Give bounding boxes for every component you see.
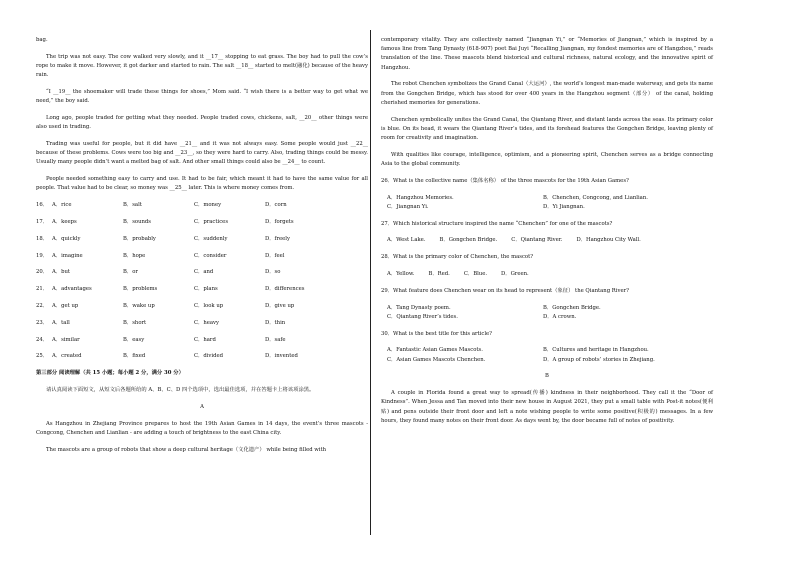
option-c[interactable]: C．money bbox=[194, 202, 222, 209]
right-column bbox=[381, 36, 713, 434]
option-c[interactable]: C．and bbox=[194, 269, 214, 276]
option-d[interactable]: D．safe bbox=[265, 336, 286, 343]
answer-option[interactable]: D．Yi Jiangnan. bbox=[543, 203, 585, 210]
question-number: 17． bbox=[36, 219, 49, 225]
question-stem: 26．What is the collective name（集体名称） of the three mascots for the 19th Asian Games? bbox=[381, 177, 629, 184]
question-number: 24． bbox=[36, 336, 49, 343]
option-a[interactable]: A．rice bbox=[52, 202, 72, 209]
question-stem: 28．What is the primary color of Chenchen, the mascot? bbox=[381, 254, 534, 261]
answer-option[interactable]: B．Cultures and heritage in Hangzhou. bbox=[543, 347, 649, 354]
answer-option[interactable]: C．Blue. bbox=[463, 271, 488, 277]
question-options bbox=[381, 270, 713, 279]
option-row bbox=[36, 201, 368, 210]
answer-option[interactable]: C．Asian Games Mascots Chenchen. bbox=[387, 356, 486, 363]
top-fragment: bag. bbox=[36, 37, 48, 43]
answer-option[interactable]: B．Gongchen Bridge. bbox=[543, 304, 601, 311]
answer-option[interactable]: B．Gongchen Bridge. bbox=[439, 237, 498, 244]
column-divider bbox=[370, 30, 371, 535]
option-b[interactable]: B．or bbox=[123, 269, 138, 276]
option-c[interactable]: C．consider bbox=[194, 252, 227, 259]
option-a[interactable]: A．quickly bbox=[52, 235, 81, 242]
answer-option[interactable]: D．Hangzhou City Wall. bbox=[576, 237, 641, 244]
answer-option[interactable]: B．Red. bbox=[428, 271, 450, 277]
cloze-paragraph: “I __19__ the shoemaker will trade these things for shoes,” Mom said. “I wish there is a better way to get what we need,” the boy said. bbox=[36, 89, 368, 105]
option-a[interactable]: A．created bbox=[52, 353, 82, 360]
passage-a-paragraph: With qualities like courage, intelligence, optimism, and a pioneering spirit, Chenchen serves as a bridge connecting Asia to the global community. bbox=[381, 151, 713, 168]
question-number: 21． bbox=[36, 286, 49, 293]
option-d[interactable]: D．freely bbox=[265, 235, 290, 242]
answer-option[interactable]: A．Hangzhou Memories. bbox=[387, 194, 454, 201]
answer-option[interactable]: C．Jiangnan Yi. bbox=[387, 203, 429, 210]
option-a[interactable]: A．but bbox=[52, 269, 71, 276]
option-b[interactable]: B．short bbox=[123, 319, 147, 326]
section-instructions: 请认真阅读下面短文，从短文后各题所给的 A、B、C、D 四个选项中，选出最佳选项，并在答题卡上将该项涂黑。 bbox=[46, 386, 315, 393]
option-a[interactable]: A．advantages bbox=[52, 286, 92, 293]
passage-a-paragraph: Chenchen symbolically unites the Grand Canal, the Qiantang River, and distant lands across the seas. Its primary color is blue. On its head, it wears the Qiantang River’s tides, and its forehead features the Gongchen Bridge, leaving plenty of room for creativity and imagination. bbox=[381, 116, 713, 142]
question-number: 22． bbox=[36, 302, 49, 309]
question-options bbox=[381, 194, 713, 212]
question-number: 18． bbox=[36, 235, 49, 242]
passage-b-paragraph: A couple in Florida found a great way to spread(传播) kindness in their neighborhood. They call it the “Door of Kindness”. When Jessa and Tan moved into their new house in August 2021, they put a small table with Post-it notes(便利贴) and pens outside their front door and left a note wishing people to write some positive(积极的) messages. In a few hours, they found many notes on their front door. As days went by, the door became full of notes of positivity. bbox=[381, 390, 713, 424]
cloze-paragraph: The trip was not easy. The cow walked very slowly, and it __17__ stopping to eat grass. The boy had to pull the cow’s rope to make it move. However, it got darker and started to rain. The salt __18__ started to melt(融化) because of the heavy rain. bbox=[36, 53, 368, 79]
option-c[interactable]: C．plans bbox=[194, 286, 218, 293]
option-row bbox=[36, 336, 368, 345]
option-b[interactable]: B．fixed bbox=[123, 353, 146, 360]
option-c[interactable]: C．divided bbox=[194, 353, 224, 360]
option-b[interactable]: B．easy bbox=[123, 336, 145, 343]
question-number: 23． bbox=[36, 319, 49, 326]
option-c[interactable]: C．heavy bbox=[194, 319, 220, 326]
question-stem: 27．Which historical structure inspired the name “Chenchen” for one of the mascots? bbox=[381, 220, 613, 227]
option-row bbox=[36, 319, 368, 328]
option-row bbox=[36, 235, 368, 244]
option-a[interactable]: A．tall bbox=[52, 319, 70, 326]
option-d[interactable]: D．give up bbox=[265, 302, 295, 309]
question-number: 25． bbox=[36, 353, 49, 360]
answer-option[interactable]: A．West Lake. bbox=[387, 237, 426, 244]
option-a[interactable]: A．keeps bbox=[52, 219, 77, 225]
question-options bbox=[381, 346, 713, 364]
option-row bbox=[36, 285, 368, 294]
cloze-paragraph: People needed something easy to carry and use. It had to be fair, which meant it had to have the same value for all people. That value had to be clear, so money was __25__ later. This is where money comes from. bbox=[36, 176, 368, 192]
question-stem: 30．What is the best title for this article? bbox=[381, 330, 492, 337]
option-d[interactable]: D．forgets bbox=[265, 219, 294, 225]
option-row bbox=[36, 352, 368, 361]
answer-option[interactable]: D．A group of robots’ stories in Zhejiang. bbox=[543, 356, 655, 363]
passage-label-a: A bbox=[200, 403, 204, 410]
option-row bbox=[36, 302, 368, 311]
answer-option[interactable]: C．Qiantang River. bbox=[511, 237, 563, 244]
option-b[interactable]: B．probably bbox=[123, 235, 156, 242]
option-a[interactable]: A．get up bbox=[52, 302, 79, 309]
answer-option[interactable]: C．Qiantang River’s tides. bbox=[387, 313, 458, 320]
passage-a-paragraph: contemporary vitality. They are collectively named “Jiangnan Yi,” or “Memories of Jiangnan,” which is inspired by a famous line from Tang Dynasty (618-907) poet Bai Juyi “Recalling Jiangnan, my fondest memories are of Hangzhou,” reads translation of the line. These mascots blend historical and cultural richness, natural ecology, and the innovative spirit of Hangzhou. bbox=[381, 37, 713, 71]
answer-option[interactable]: D．Green. bbox=[501, 271, 529, 277]
option-c[interactable]: C．practices bbox=[194, 219, 229, 225]
option-row bbox=[36, 268, 368, 277]
option-d[interactable]: D．thin bbox=[265, 319, 286, 326]
left-column bbox=[36, 36, 368, 462]
answer-option[interactable]: D．A crown. bbox=[543, 313, 577, 320]
section-title: 第三部分 阅读理解（共 15 小题；每小题 2 分，满分 30 分） bbox=[36, 370, 184, 377]
question-list bbox=[381, 177, 713, 365]
passage-label-b: B bbox=[545, 373, 549, 380]
option-a[interactable]: A．imagine bbox=[52, 252, 83, 259]
option-row bbox=[36, 252, 368, 261]
cloze-paragraph: Trading was useful for people, but it did have __21__ and it was not always easy. Some people would just __22__ because of these problems. Cows were too big and __23__, so they were hard to carry. Also, trading things could be messy. Usually many people didn’t want a melted bag of salt. And other small things could also be __24__ to count. bbox=[36, 141, 368, 166]
option-b[interactable]: B．hope bbox=[123, 252, 146, 259]
option-b[interactable]: B．problems bbox=[123, 286, 158, 293]
passage-a-paragraph: As Hangzhou in Zhejiang Province prepares to host the 19th Asian Games in 14 days, the event’s three mascots - Congcong, Chenchen and Lianlian - are adding a touch of brightness to the east China city. bbox=[36, 420, 368, 436]
option-b[interactable]: B．sounds bbox=[123, 219, 152, 225]
passage-a-paragraph: The mascots are a group of robots that show a deep cultural heritage（文化遗产） while being filled with bbox=[46, 446, 327, 453]
question-options bbox=[381, 236, 713, 245]
answer-option[interactable]: B．Chenchen, Congcong, and Lianlian. bbox=[543, 194, 648, 201]
option-d[interactable]: D．differences bbox=[265, 286, 305, 293]
passage-a-paragraph: The robot Chenchen symbolizes the Grand Canal（大运河）, the world’s longest man-made waterway, and gets its name from the Gongchen Bridge, which has stood for over 400 years in the Hangzhou segment（部分） of the canal, holding cherished memories for generations. bbox=[381, 81, 713, 106]
question-options bbox=[381, 304, 713, 322]
option-d[interactable]: D．invented bbox=[265, 353, 298, 360]
option-d[interactable]: D．so bbox=[265, 269, 281, 276]
cloze-paragraph: Long ago, people traded for getting what they needed. People traded cows, chickens, salt, __20__ other things were also used in trading. bbox=[36, 115, 368, 131]
answer-option[interactable]: A．Tang Dynasty poem. bbox=[387, 304, 451, 311]
option-a[interactable]: A．similar bbox=[52, 336, 80, 343]
option-c[interactable]: C．hard bbox=[194, 336, 216, 343]
option-c[interactable]: C．suddenly bbox=[194, 235, 228, 242]
option-c[interactable]: C．look up bbox=[194, 302, 224, 309]
option-d[interactable]: D．corn bbox=[265, 202, 287, 209]
question-number: 16． bbox=[36, 202, 49, 209]
option-b[interactable]: B．wake up bbox=[123, 302, 155, 309]
answer-option[interactable]: A．Fantastic Asian Games Mascots. bbox=[387, 347, 483, 354]
question-number: 19． bbox=[36, 252, 49, 259]
cloze-options bbox=[36, 201, 368, 361]
question-stem: 29．What feature does Chenchen wear on its head to represent（象征） the Qiantang River? bbox=[381, 287, 629, 294]
option-row bbox=[36, 218, 368, 227]
option-d[interactable]: D．feel bbox=[265, 252, 285, 259]
answer-option[interactable]: A．Yellow. bbox=[387, 271, 415, 277]
question-number: 20． bbox=[36, 269, 49, 276]
option-b[interactable]: B．salt bbox=[123, 202, 142, 209]
